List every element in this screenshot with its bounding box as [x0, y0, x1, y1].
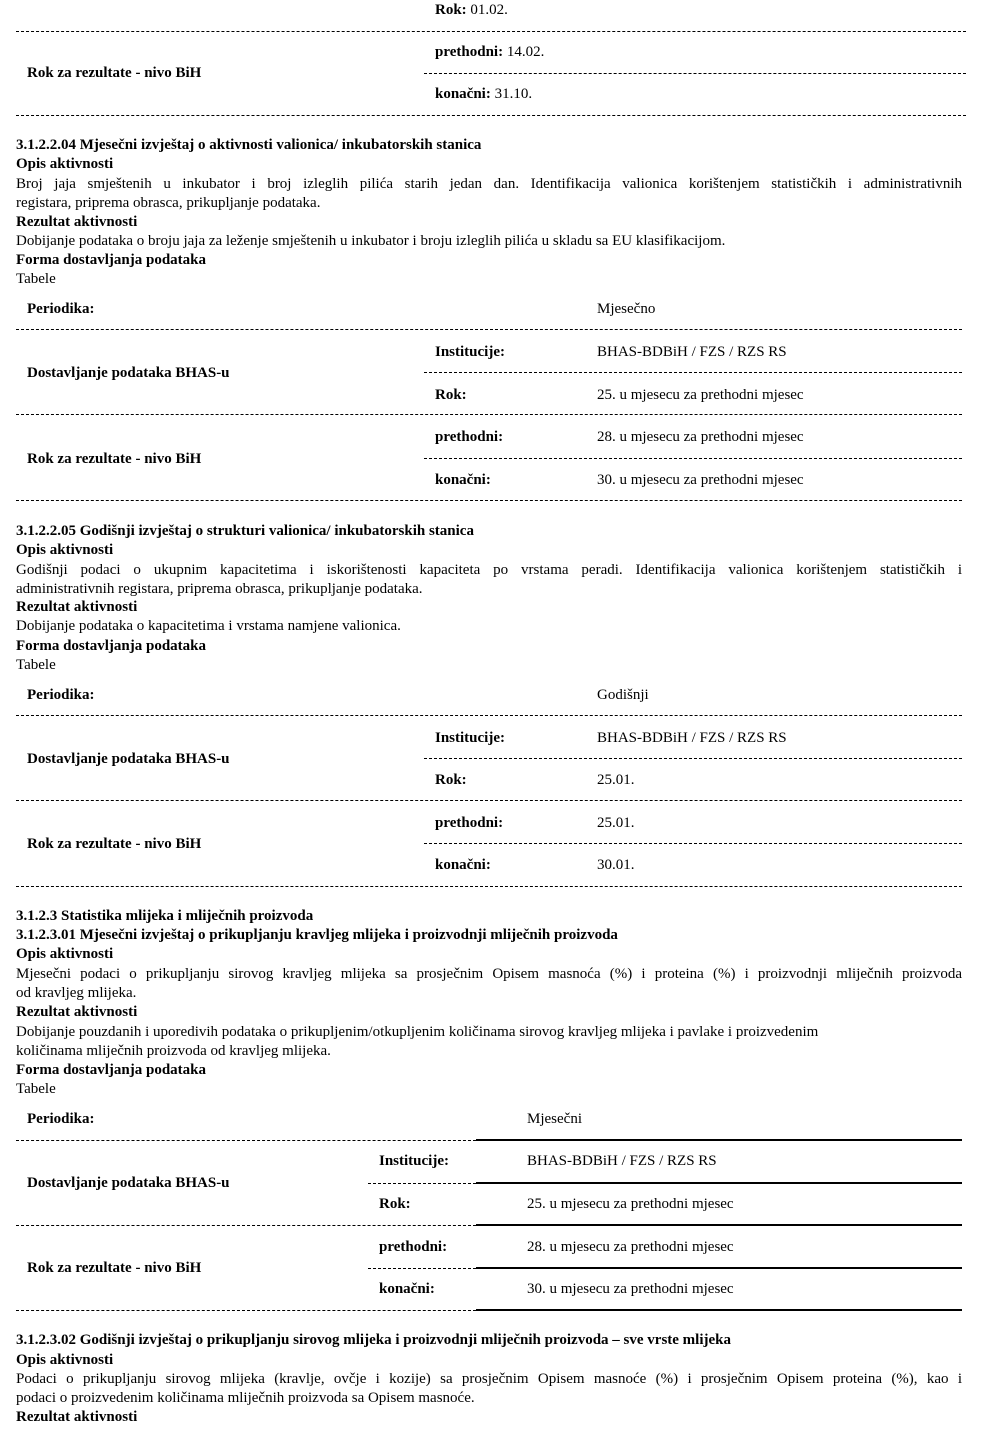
divider	[16, 1225, 476, 1226]
divider	[424, 758, 962, 759]
opis-text	[16, 175, 962, 213]
section-title: 3.1.2.2.04 Mjesečni izvještaj o aktivnosti valionica/ inkubatorskih stanica	[16, 137, 482, 153]
divider	[424, 458, 962, 459]
opis-line: Podaci o prikupljanju sirovog mlijeka (kravlje, ovčje i kozije) sa prosječnim Opisem masnoće (%) i prosječnim Opisem proteina (%), kao i	[16, 1371, 962, 1387]
divider	[16, 31, 966, 32]
rezultati-label: Rok za rezultate - nivo BiH	[27, 451, 202, 467]
divider	[368, 1183, 476, 1184]
rezultat-heading: Rezultat aktivnosti	[16, 1409, 138, 1425]
opis-line: od kravljeg mlijeka.	[16, 985, 137, 1001]
rezultat-line: Dobijanje pouzdanih i uporedivih podataka o prikupljenim/otkupljenim količinama sirovog kravljeg mlijeka i pavlake i proizvedenim	[16, 1024, 819, 1040]
divider	[16, 886, 962, 887]
top-rezultati-label: Rok za rezultate - nivo BiH	[27, 65, 202, 81]
institucije-value: BHAS-BDBiH / FZS / RZS RS	[597, 730, 787, 746]
opis-heading: Opis aktivnosti	[16, 542, 114, 558]
rezultat-line: količinama mliječnih proizvoda od kravljeg mlijeka.	[16, 1043, 331, 1059]
rok-label: Rok:	[435, 387, 467, 403]
institucije-label: Institucije:	[379, 1153, 449, 1169]
dostava-label: Dostavljanje podataka BHAS-u	[27, 751, 230, 767]
top-rok-row	[435, 2, 508, 19]
opis-line: registara, priprema obrasca, prikupljanje podataka.	[16, 195, 321, 211]
divider	[424, 372, 962, 373]
forma-value: Tabele	[16, 657, 56, 673]
prethodni-label: prethodni:	[435, 429, 504, 445]
dostava-label: Dostavljanje podataka BHAS-u	[27, 365, 230, 381]
forma-heading: Forma dostavljanja podataka	[16, 638, 207, 654]
periodika-label: Periodika:	[27, 1111, 95, 1127]
divider	[368, 1268, 476, 1269]
forma-value: Tabele	[16, 271, 56, 287]
periodika-label: Periodika:	[27, 687, 95, 703]
section-title: 3.1.2.2.05 Godišnji izvještaj o strukturi valionica/ inkubatorskih stanica	[16, 523, 474, 539]
divider	[16, 715, 962, 716]
rok-label: Rok:	[379, 1196, 411, 1212]
prethodni-value: 28. u mjesecu za prethodni mjesec	[527, 1239, 734, 1255]
divider	[16, 800, 962, 801]
divider	[16, 1310, 476, 1311]
top-rok-value: 01.02.	[470, 2, 508, 18]
institucije-label: Institucije:	[435, 730, 505, 746]
periodika-value: Mjesečno	[597, 301, 656, 317]
opis-heading: Opis aktivnosti	[16, 946, 114, 962]
section-title: 3.1.2.3.01 Mjesečni izvještaj o prikupljanju kravljeg mlijeka i proizvodnji mliječnih proizvoda	[16, 927, 618, 943]
divider	[476, 1182, 962, 1184]
rok-label: Rok:	[435, 772, 467, 788]
divider	[16, 500, 962, 501]
divider	[16, 1140, 476, 1141]
konacni-label: konačni:	[435, 857, 491, 873]
opis-line: Broj jaja smještenih u inkubator i broj izleglih pilića starih jedan dan. Identifikacija valionica korištenjem statističkih i administrativnih	[16, 176, 962, 192]
periodika-label: Periodika:	[27, 301, 95, 317]
rezultat-heading: Rezultat aktivnosti	[16, 1004, 138, 1020]
konacni-value: 30. u mjesecu za prethodni mjesec	[527, 1281, 734, 1297]
konacni-value: 30.01.	[597, 857, 635, 873]
divider	[16, 115, 966, 116]
top-konacni-row	[435, 86, 532, 103]
top-prethodni-label: prethodni:	[435, 44, 504, 60]
opis-text	[16, 1370, 962, 1408]
subchapter-heading: 3.1.2.3 Statistika mlijeka i mliječnih proizvoda	[16, 908, 314, 924]
opis-heading: Opis aktivnosti	[16, 1352, 114, 1368]
forma-value: Tabele	[16, 1081, 56, 1097]
opis-line: administrativnih registara, priprema obrasca, prikupljanje podataka.	[16, 581, 423, 597]
prethodni-value: 28. u mjesecu za prethodni mjesec	[597, 429, 804, 445]
forma-heading: Forma dostavljanja podataka	[16, 1062, 207, 1078]
rok-value: 25.01.	[597, 772, 635, 788]
top-prethodni-value: 14.02.	[506, 44, 545, 60]
divider	[476, 1139, 962, 1141]
divider	[424, 843, 962, 844]
divider	[476, 1267, 962, 1269]
top-prethodni-row	[435, 44, 544, 61]
top-konacni-label: konačni:	[435, 86, 491, 102]
konacni-value: 30. u mjesecu za prethodni mjesec	[597, 472, 804, 488]
konacni-label: konačni:	[435, 472, 491, 488]
prethodni-value: 25.01.	[597, 815, 635, 831]
opis-line: podaci o proizvedenim količinama mliječnih proizvoda sa Opisem masnoće.	[16, 1390, 475, 1406]
opis-heading: Opis aktivnosti	[16, 156, 114, 172]
divider	[476, 1224, 962, 1226]
dostava-label: Dostavljanje podataka BHAS-u	[27, 1175, 230, 1191]
institucije-value: BHAS-BDBiH / FZS / RZS RS	[527, 1153, 717, 1169]
periodika-value: Godišnji	[597, 687, 649, 703]
divider	[476, 1309, 962, 1311]
periodika-value: Mjesečni	[527, 1111, 582, 1127]
rezultati-label: Rok za rezultate - nivo BiH	[27, 1260, 202, 1276]
rezultat-text: Dobijanje podataka o kapacitetima i vrstama namjene valionica.	[16, 618, 401, 634]
divider	[16, 329, 962, 330]
prethodni-label: prethodni:	[435, 815, 504, 831]
prethodni-label: prethodni:	[379, 1239, 448, 1255]
top-rok-label: Rok:	[435, 2, 467, 18]
opis-line: Mjesečni podaci o prikupljanju sirovog kravljeg mlijeka sa prosječnim Opisem masnoća (%) i proteina (%) i proizvodnji mliječnih proizvoda	[16, 966, 962, 982]
divider	[16, 414, 962, 415]
opis-text	[16, 965, 962, 1003]
rezultat-heading: Rezultat aktivnosti	[16, 214, 138, 230]
institucije-label: Institucije:	[435, 344, 505, 360]
opis-text	[16, 561, 962, 599]
institucije-value: BHAS-BDBiH / FZS / RZS RS	[597, 344, 787, 360]
opis-line: Godišnji podaci o ukupnim kapacitetima i iskorištenosti kapaciteta po vrstama peradi. Identifikacija valionica korištenjem statističkih i	[16, 562, 962, 578]
rok-value: 25. u mjesecu za prethodni mjesec	[527, 1196, 734, 1212]
rezultat-text	[16, 1023, 916, 1061]
rezultati-label: Rok za rezultate - nivo BiH	[27, 836, 202, 852]
rezultat-text: Dobijanje podataka o broju jaja za leženje smještenih u inkubator i broju izleglih pilića u skladu sa EU klasifikacijom.	[16, 233, 726, 249]
forma-heading: Forma dostavljanja podataka	[16, 252, 207, 268]
divider	[424, 73, 966, 74]
rezultat-heading: Rezultat aktivnosti	[16, 599, 138, 615]
rok-value: 25. u mjesecu za prethodni mjesec	[597, 387, 804, 403]
section-title: 3.1.2.3.02 Godišnji izvještaj o prikupljanju sirovog mlijeka i proizvodnji mliječnih proizvoda – sve vrste mlijeka	[16, 1332, 732, 1348]
top-konacni-value: 31.10.	[494, 86, 533, 102]
konacni-label: konačni:	[379, 1281, 435, 1297]
